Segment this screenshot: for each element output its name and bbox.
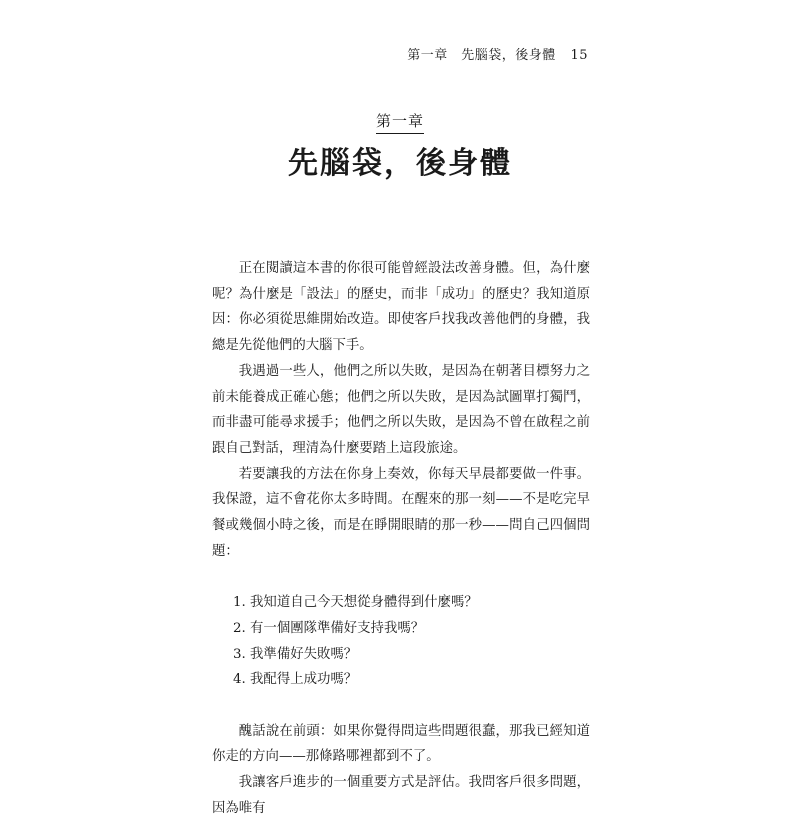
- paragraph: 我讓客戶進步的一個重要方式是評估。我問客戶很多問題，因為唯有: [212, 775, 590, 816]
- paragraph: 醜話說在前頭：如果你覺得問這些問題很蠢，那我已經知道你走的方向——那條路哪裡都到不了。: [212, 723, 590, 765]
- paragraph: 若要讓我的方法在你身上奏效，你每天早晨都要做一件事。我保證，這不會花你太多時間。在醒來的那一刻——不是吃完早餐或幾個小時之後，而是在睜開眼睛的那一秒——問自己四個問題：: [212, 466, 590, 559]
- question-item: 4. 我配得上成功嗎？: [233, 672, 358, 688]
- chapter-label: [0, 110, 800, 134]
- body-text: [212, 256, 590, 821]
- paragraph: 正在閱讀這本書的你很可能曾經設法改善身體。但，為什麼呢？為什麼是「設法」的歷史，而非「成功」的歷史？我知道原因：你必須從思維開始改造。即使客戶找我改善他們的身體，我總是先從他們的大腦下手。: [212, 261, 590, 354]
- question-item: 2. 有一個團隊準備好支持我嗎？: [233, 620, 425, 636]
- running-header: [407, 44, 588, 63]
- running-title: 第一章 先腦袋，後身體: [407, 48, 556, 63]
- paragraph: 我遇過一些人，他們之所以失敗，是因為在朝著目標努力之前未能養成正確心態；他們之所以失敗，是因為試圖單打獨鬥，而非盡可能尋求援手；他們之所以失敗，是因為不曾在啟程之前跟自己對話，理清為什麼要踏上這段旅途。: [212, 363, 590, 456]
- chapter-label-text: 第一章: [376, 110, 424, 134]
- chapter-title: 先腦袋，後身體: [288, 146, 512, 181]
- question-item: 3. 我準備好失敗嗎？: [233, 646, 358, 662]
- page-number: 15: [570, 48, 588, 63]
- question-list: [212, 590, 590, 693]
- question-item: 1. 我知道自己今天想從身體得到什麼嗎？: [233, 595, 478, 611]
